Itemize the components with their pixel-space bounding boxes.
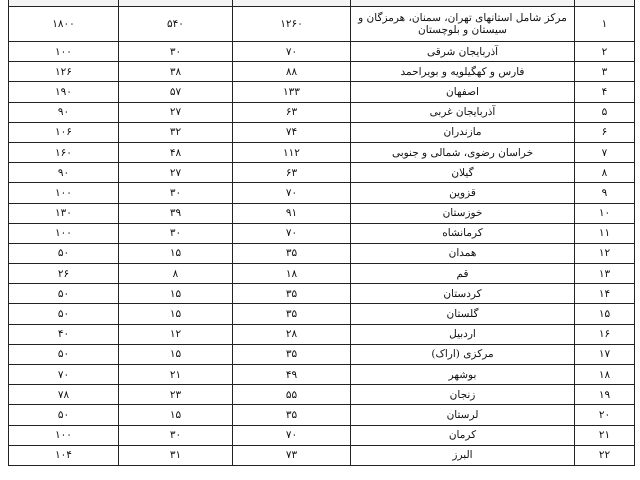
value-cell-2: ۲۷ — [119, 163, 233, 183]
value-cell-1: ۶۳ — [233, 102, 351, 122]
value-cell-1: ۱۲۶۰ — [233, 7, 351, 42]
total-cell: ۱۳۰ — [9, 203, 119, 223]
value-cell-1: ۷۴ — [233, 122, 351, 142]
value-cell-1: ۱۱۲ — [233, 142, 351, 162]
row-number-cell: ۵ — [575, 102, 635, 122]
value-cell-2: ۵۴۰ — [119, 7, 233, 42]
table-row — [9, 122, 635, 142]
table-row — [9, 7, 635, 42]
row-number-cell: ۴ — [575, 82, 635, 102]
table-row — [9, 142, 635, 162]
province-name-cell: قزوین — [351, 183, 575, 203]
value-cell-2: ۳۰ — [119, 425, 233, 445]
row-number-cell: ۲۰ — [575, 405, 635, 425]
table-row — [9, 344, 635, 364]
value-cell-1: ۱۸ — [233, 264, 351, 284]
province-name-cell: آذربایجان غربی — [351, 102, 575, 122]
value-cell-2: ۳۰ — [119, 42, 233, 62]
total-cell: ۱۸۰۰ — [9, 7, 119, 42]
total-cell: ۱۹۰ — [9, 82, 119, 102]
row-number-cell: ۱۷ — [575, 344, 635, 364]
value-cell-2: ۴۸ — [119, 142, 233, 162]
value-cell-1: ۷۰ — [233, 183, 351, 203]
total-cell: ۷۸ — [9, 385, 119, 405]
province-name-cell: کرمانشاه — [351, 223, 575, 243]
total-cell: ۱۰۶ — [9, 122, 119, 142]
row-number-cell: ۱۴ — [575, 284, 635, 304]
value-cell-2: ۲۱ — [119, 365, 233, 385]
table-row — [9, 102, 635, 122]
table-row — [9, 445, 635, 465]
total-cell: ۱۰۴ — [9, 445, 119, 465]
province-name-cell: همدان — [351, 243, 575, 263]
table-row — [9, 163, 635, 183]
value-cell-1: ۴۹ — [233, 365, 351, 385]
total-cell: ۵۰ — [9, 284, 119, 304]
table-row — [9, 183, 635, 203]
value-cell-2: ۲۳ — [119, 385, 233, 405]
table-row — [9, 82, 635, 102]
table-row — [9, 203, 635, 223]
value-cell-2: ۱۵ — [119, 405, 233, 425]
value-cell-2: ۱۵ — [119, 344, 233, 364]
total-cell: ۹۰ — [9, 163, 119, 183]
total-cell: ۱۰۰ — [9, 183, 119, 203]
total-cell: ۴۰ — [9, 324, 119, 344]
row-number-cell: ۲۲ — [575, 445, 635, 465]
value-cell-2: ۳۱ — [119, 445, 233, 465]
total-cell: ۵۰ — [9, 304, 119, 324]
table-row — [9, 304, 635, 324]
value-cell-1: ۷۰ — [233, 42, 351, 62]
value-cell-1: ۳۵ — [233, 304, 351, 324]
value-cell-2: ۲۷ — [119, 102, 233, 122]
value-cell-2: ۱۵ — [119, 284, 233, 304]
value-cell-2: ۸ — [119, 264, 233, 284]
row-number-cell: ۲ — [575, 42, 635, 62]
province-name-cell: کردستان — [351, 284, 575, 304]
value-cell-1: ۳۵ — [233, 284, 351, 304]
value-cell-1: ۷۳ — [233, 445, 351, 465]
row-number-cell: ۱۰ — [575, 203, 635, 223]
value-cell-2: ۳۹ — [119, 203, 233, 223]
value-cell-1: ۳۵ — [233, 243, 351, 263]
table-row — [9, 243, 635, 263]
total-cell: ۱۶۰ — [9, 142, 119, 162]
table-row — [9, 425, 635, 445]
table-body — [9, 0, 635, 465]
value-cell-1: ۳۵ — [233, 344, 351, 364]
province-name-cell: زنجان — [351, 385, 575, 405]
total-cell: ۷۰ — [9, 365, 119, 385]
province-name-cell: اردبیل — [351, 324, 575, 344]
value-cell-2: ۱۵ — [119, 304, 233, 324]
table-row — [9, 62, 635, 82]
value-cell-2: ۳۸ — [119, 62, 233, 82]
row-number-cell: ۱۸ — [575, 365, 635, 385]
province-name-cell: مرکزی (اراک) — [351, 344, 575, 364]
province-quota-table — [8, 0, 635, 466]
row-number-cell: ۶ — [575, 122, 635, 142]
province-name-cell: فارس و کهگیلویه و بویراحمد — [351, 62, 575, 82]
province-name-cell: مرکز شامل استانهای تهران، سمنان، هرمزگان و سیستان و بلوچستان — [351, 7, 575, 42]
province-name-cell: کرمان — [351, 425, 575, 445]
total-cell: ۹۰ — [9, 102, 119, 122]
table-row — [9, 284, 635, 304]
total-cell: ۲۶ — [9, 264, 119, 284]
province-name-cell: گلستان — [351, 304, 575, 324]
value-cell-1: ۷۰ — [233, 425, 351, 445]
value-cell-1: ۹۱ — [233, 203, 351, 223]
value-cell-2: ۱۲ — [119, 324, 233, 344]
province-name-cell: خوزستان — [351, 203, 575, 223]
table-row — [9, 405, 635, 425]
value-cell-2: ۳۰ — [119, 223, 233, 243]
value-cell-1: ۱۳۳ — [233, 82, 351, 102]
total-cell: ۱۲۶ — [9, 62, 119, 82]
value-cell-1: ۸۸ — [233, 62, 351, 82]
table-row — [9, 324, 635, 344]
value-cell-1: ۷۰ — [233, 223, 351, 243]
row-number-cell: ۱۵ — [575, 304, 635, 324]
table-row — [9, 385, 635, 405]
row-number-cell: ۱ — [575, 7, 635, 42]
total-cell: ۵۰ — [9, 243, 119, 263]
row-number-cell: ۹ — [575, 183, 635, 203]
province-name-cell: گیلان — [351, 163, 575, 183]
table-row — [9, 365, 635, 385]
value-cell-1: ۳۵ — [233, 405, 351, 425]
table-row — [9, 42, 635, 62]
province-name-cell: البرز — [351, 445, 575, 465]
value-cell-1: ۶۳ — [233, 163, 351, 183]
row-number-cell: ۸ — [575, 163, 635, 183]
value-cell-2: ۳۲ — [119, 122, 233, 142]
row-number-cell: ۱۳ — [575, 264, 635, 284]
province-name-cell: بوشهر — [351, 365, 575, 385]
table-row — [9, 223, 635, 243]
province-name-cell: لرستان — [351, 405, 575, 425]
province-name-cell: قم — [351, 264, 575, 284]
table-row — [9, 264, 635, 284]
row-number-cell: ۱۹ — [575, 385, 635, 405]
total-cell: ۵۰ — [9, 344, 119, 364]
province-name-cell: مازندران — [351, 122, 575, 142]
row-number-cell: ۱۱ — [575, 223, 635, 243]
value-cell-1: ۵۵ — [233, 385, 351, 405]
value-cell-2: ۵۷ — [119, 82, 233, 102]
province-name-cell: آذربایجان شرقی — [351, 42, 575, 62]
value-cell-2: ۳۰ — [119, 183, 233, 203]
row-number-cell: ۲۱ — [575, 425, 635, 445]
row-number-cell: ۳ — [575, 62, 635, 82]
province-name-cell: خراسان رضوی، شمالی و جنوبی — [351, 142, 575, 162]
total-cell: ۱۰۰ — [9, 42, 119, 62]
row-number-cell: ۷ — [575, 142, 635, 162]
row-number-cell: ۱۶ — [575, 324, 635, 344]
total-cell: ۱۰۰ — [9, 223, 119, 243]
total-cell: ۱۰۰ — [9, 425, 119, 445]
value-cell-1: ۲۸ — [233, 324, 351, 344]
row-number-cell: ۱۲ — [575, 243, 635, 263]
total-cell: ۵۰ — [9, 405, 119, 425]
province-name-cell: اصفهان — [351, 82, 575, 102]
value-cell-2: ۱۵ — [119, 243, 233, 263]
